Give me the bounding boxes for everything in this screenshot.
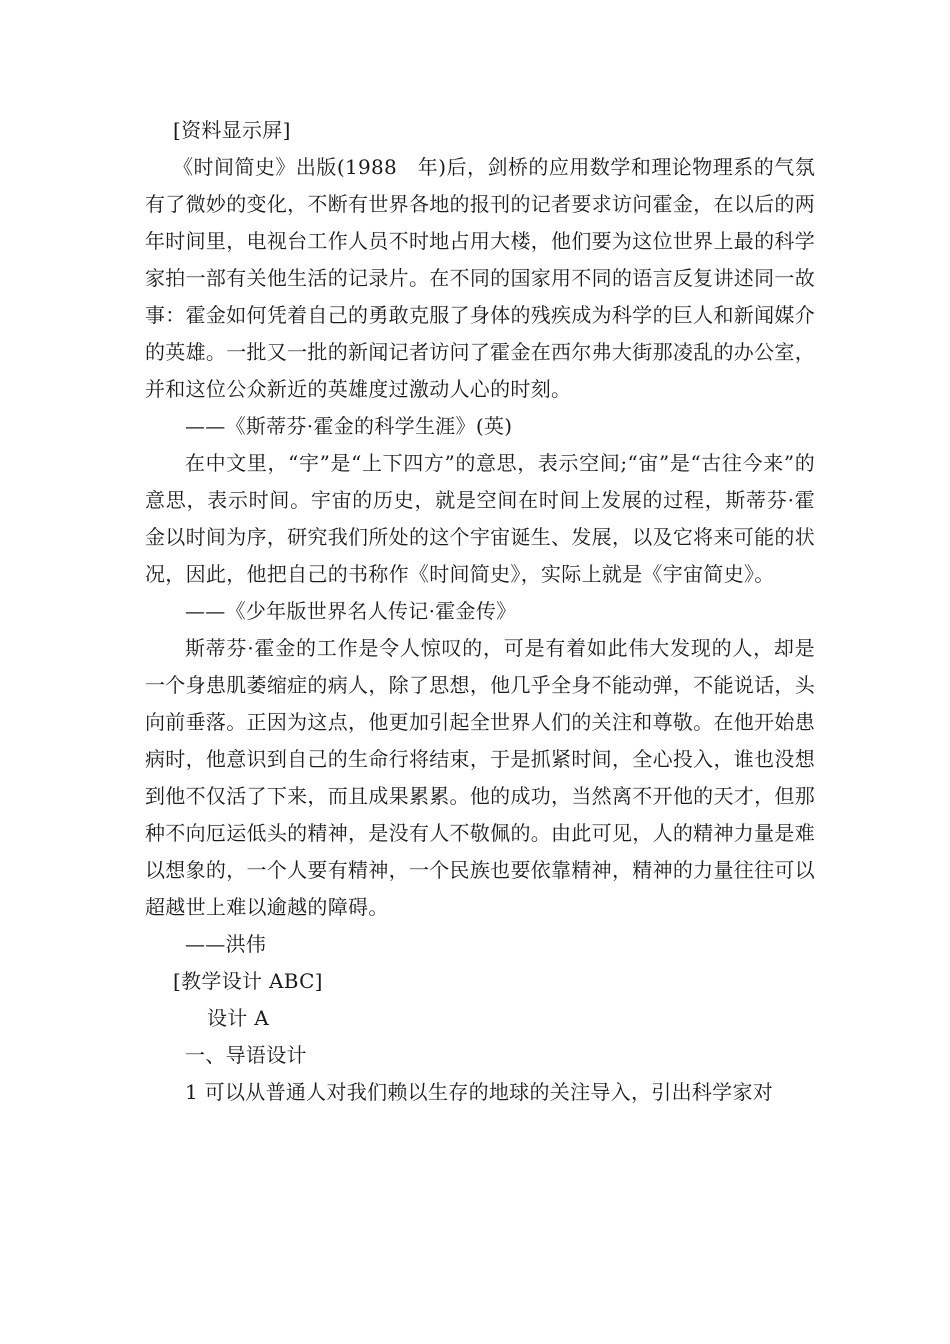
paragraph-brief-history-publication: 《时间简史》出版(1988 年)后，剑桥的应用数学和理论物理系的气氛有了微妙的变化，不断有世界各地的报刊的记者要求访问霍金，在以后的两年时间里，电视台工作人员不时地占用大楼，他们要为这位世界上最的科学家拍一部有关他生活的记录片。在不同的国家用不同的语言反复讲述同一故事：霍金如何凭着自己的勇敢克服了身体的残疾成为科学的巨人和新闻媒介的英雄。一批又一批的新闻记者访问了霍金在西尔弗大街那凌乱的办公室，并和这位公众新近的英雄度过激动人心的时刻。 [145, 155, 815, 401]
document-body [145, 112, 815, 1111]
subheading-intro-design: 一、导语设计 [185, 1043, 307, 1067]
paragraph-intro-suggestion: 1 可以从普通人对我们赖以生存的地球的关注导入，引出科学家对 [185, 1080, 774, 1104]
paragraph-universe-meaning: 在中文里，“宇”是“上下四方”的意思，表示空间;“宙”是“古往今来”的意思，表示时间。宇宙的历史，就是空间在时间上发展的过程，斯蒂芬·霍金以时间为序，研究我们所处的这个宇宙诞生、发展，以及它将来可能的状况，因此，他把自己的书称作《时间简史》，实际上就是《宇宙简史》。 [145, 451, 815, 586]
source-citation-science-career: ——《斯蒂芬·霍金的科学生涯》(英) [185, 414, 513, 438]
section-heading-teaching-design: [教学设计 ABC] [173, 969, 323, 993]
design-a-label: 设计 A [207, 1006, 270, 1030]
section-heading-materials: [资料显示屏] [173, 118, 291, 142]
paragraph-hawking-spirit: 斯蒂芬·霍金的工作是令人惊叹的，可是有着如此伟大发现的人，却是一个身患肌萎缩症的病人，除了思想，他几乎全身不能动弹，不能说话，头向前垂落。正因为这点，他更加引起全世界人们的关注和尊敬。在他开始患病时，他意识到自己的生命行将结束，于是抓紧时间，全心投入，谁也没想到他不仅活了下来，而且成果累累。他的成功，当然离不开他的天才，但那种不向厄运低头的精神，是没有人不敬佩的。由此可见，人的精神力量是难以想象的，一个人要有精神，一个民族也要依靠精神，精神的力量往往可以超越世上难以逾越的障碍。 [145, 636, 815, 919]
source-citation-biography: ——《少年版世界名人传记·霍金传》 [185, 599, 517, 623]
source-citation-hongwei: ——洪伟 [185, 932, 267, 956]
